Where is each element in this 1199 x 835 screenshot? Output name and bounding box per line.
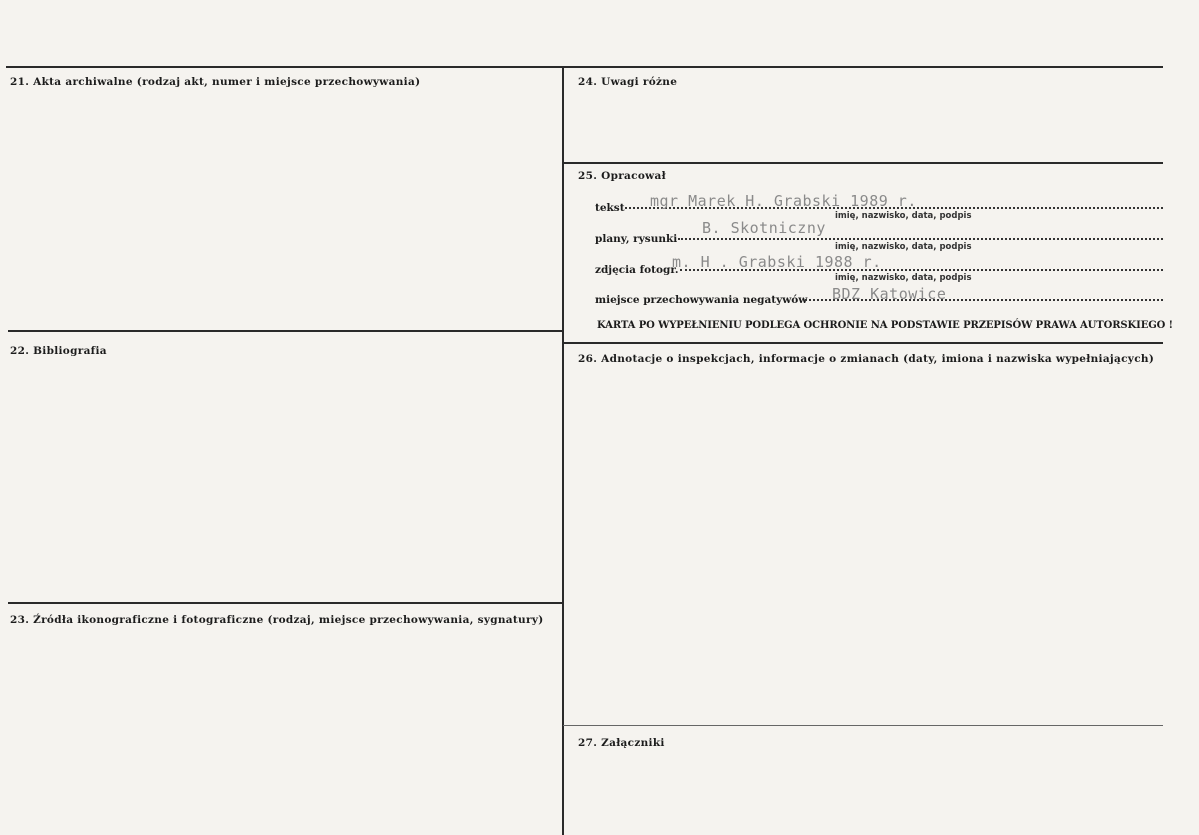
rule-22-23 — [8, 602, 563, 604]
top-rule — [6, 66, 1163, 68]
plany-caption: imię, nazwisko, data, podpis — [835, 242, 972, 252]
plany-label: plany, rysunki — [595, 233, 678, 245]
tekst-value: mgr Marek H. Grabski 1989 r. — [650, 192, 917, 210]
rule-24-25 — [563, 162, 1163, 164]
section-25-label: 25. Opracował — [578, 170, 666, 182]
negatywy-label: miejsce przechowywania negatywów — [595, 294, 808, 306]
plany-dotted-line — [678, 238, 1163, 240]
section-23-label: 23. Źródła ikonograficzne i fotograficzne (rodzaj, miejsce przechowywania, sygnatury) — [10, 614, 544, 626]
section-21-label: 21. Akta archiwalne (rodzaj akt, numer i miejsce przechowywania) — [10, 76, 421, 88]
plany-value: B. Skotniczny — [702, 219, 826, 237]
zdjecia-label: zdjęcia fotogr. — [595, 264, 679, 276]
rule-25-26 — [563, 342, 1163, 344]
copyright-notice: KARTA PO WYPEŁNIENIU PODLEGA OCHRONIE NA PODSTAWIE PRZEPISÓW PRAWA AUTORSKIEGO ! — [597, 320, 1173, 331]
center-divider — [562, 66, 564, 835]
rule-26-27 — [563, 725, 1163, 726]
negatywy-value: BDZ Katowice — [832, 285, 947, 303]
section-24-label: 24. Uwagi różne — [578, 76, 678, 88]
rule-21-22 — [8, 330, 563, 332]
section-22-label: 22. Bibliografia — [10, 345, 107, 357]
zdjecia-value: m. H . Grabski 1988 r. — [672, 253, 882, 271]
tekst-caption: imię, nazwisko, data, podpis — [835, 211, 972, 221]
section-26-label: 26. Adnotacje o inspekcjach, informacje o zmianach (daty, imiona i nazwiska wypełniających) — [578, 353, 1155, 365]
tekst-label: tekst — [595, 202, 625, 214]
zdjecia-caption: imię, nazwisko, data, podpis — [835, 273, 972, 283]
section-27-label: 27. Załączniki — [578, 737, 665, 749]
